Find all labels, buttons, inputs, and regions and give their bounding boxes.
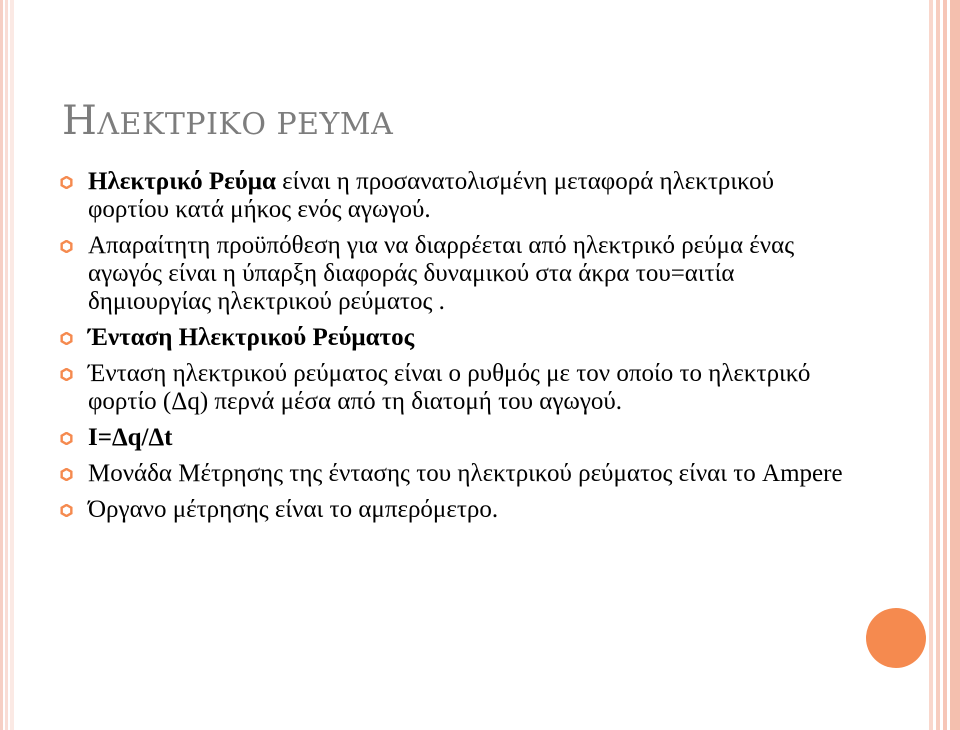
bullet-text: Όργανο μέτρησης είναι το αμπερόμετρο. — [88, 496, 499, 523]
bullet-text: Ένταση ηλεκτρικού ρεύματος είναι ο ρυθμός με τον οποίο το ηλεκτρικό φορτίο (Δq) περνά μέσα από τη διατομή του αγωγού. — [88, 360, 811, 415]
bullet-text: Μονάδα Μέτρησης της έντασης του ηλεκτρικού ρεύματος είναι το Ampere — [88, 460, 843, 487]
orange-circle-decoration — [866, 608, 926, 668]
list-item — [60, 460, 860, 488]
right-decorative-stripes — [926, 0, 960, 730]
bullet-bold-text: Ένταση Ηλεκτρικού Ρεύματος — [88, 324, 415, 351]
slide-title — [62, 98, 393, 144]
bullet-bold-text: I=Δq/Δt — [88, 424, 173, 451]
hollow-hexagon-icon — [60, 368, 73, 381]
hollow-hexagon-icon — [60, 432, 73, 445]
title-rest: ΛΕΚΤΡΙΚΟ ΡΕΥΜΑ — [97, 107, 394, 142]
list-item — [60, 168, 860, 224]
hollow-hexagon-icon — [60, 240, 73, 253]
bullet-bold-text: Ηλεκτρικό Ρεύμα — [88, 168, 276, 195]
hollow-hexagon-icon — [60, 332, 73, 345]
hollow-hexagon-icon — [60, 468, 73, 481]
list-item — [60, 360, 860, 416]
bullet-text: Απαραίτητη προϋπόθεση για να διαρρέεται από ηλεκτρικό ρεύμα ένας αγωγός είναι η ύπαρξη διαφοράς δυναμικού στα άκρα του=αιτία δημιουργίας ηλεκτρικού ρεύματος . — [88, 232, 795, 315]
bullet-list — [60, 168, 860, 532]
title-initial: Η — [62, 98, 98, 144]
hollow-hexagon-icon — [60, 504, 73, 517]
list-item — [60, 496, 860, 524]
bullet-text: είναι η προσανατολισμένη μεταφορά ηλεκτρικού φορτίου κατά μήκος ενός αγωγού. — [88, 168, 775, 223]
left-decorative-stripes — [0, 0, 14, 730]
list-item — [60, 232, 860, 316]
list-item — [60, 324, 860, 352]
list-item — [60, 424, 860, 452]
hollow-hexagon-icon — [60, 176, 73, 189]
